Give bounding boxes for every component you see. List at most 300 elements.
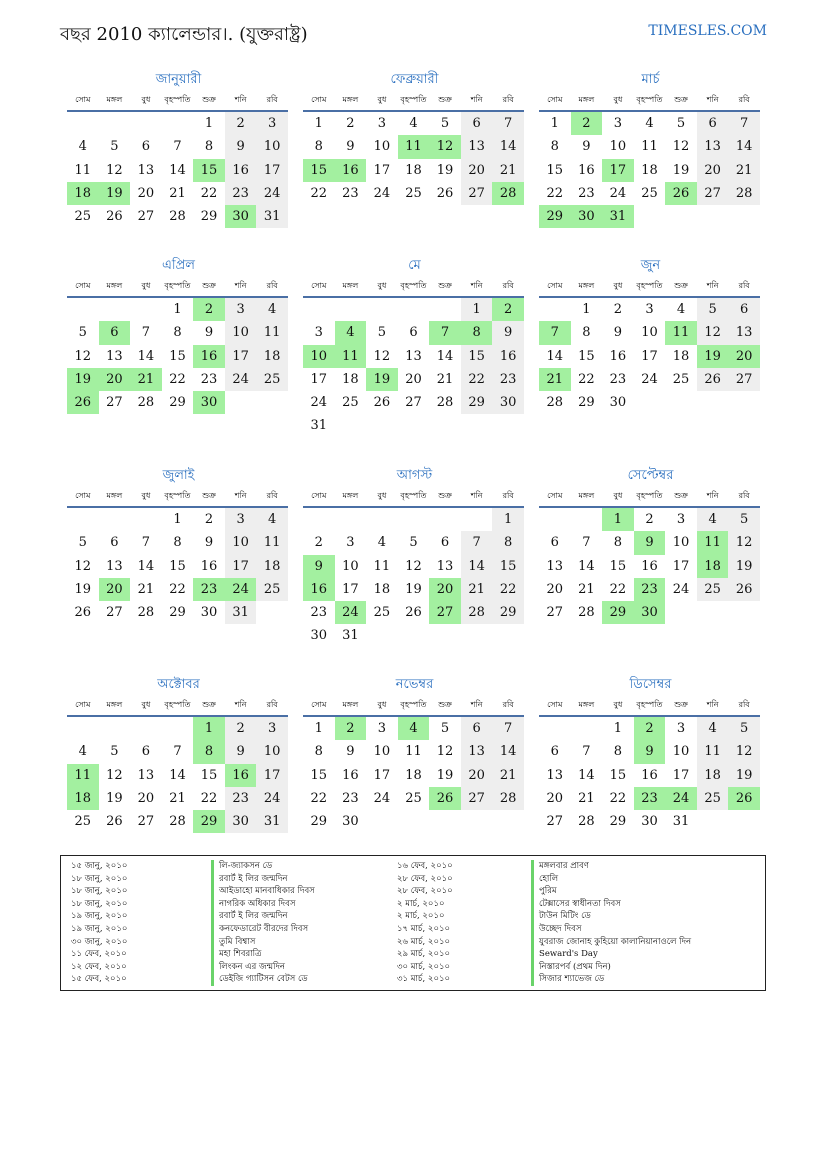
month-block bbox=[539, 466, 760, 624]
day-cell: 2 bbox=[314, 535, 323, 551]
week-row bbox=[539, 135, 760, 158]
weekday-label: মঙ্গল bbox=[578, 281, 595, 290]
day-cell: 23 bbox=[492, 368, 524, 391]
day-cell: 23 bbox=[200, 371, 218, 387]
day-cell: 14 bbox=[169, 162, 186, 178]
day-cell: 19 bbox=[67, 368, 99, 391]
weekday-label: সোম bbox=[75, 491, 91, 500]
weekday-header bbox=[539, 486, 760, 508]
month-name: মে bbox=[408, 258, 421, 273]
empty-day bbox=[67, 298, 99, 321]
day-cell: 16 bbox=[641, 558, 658, 574]
day-cell: 21 bbox=[436, 371, 454, 387]
day-cell: 29 bbox=[578, 395, 595, 411]
holiday-name: ডেইজি গ্যাটিসন বেটস ডে bbox=[211, 973, 315, 986]
day-cell: 21 bbox=[169, 185, 186, 201]
empty-day bbox=[398, 298, 430, 321]
day-cell: 3 bbox=[225, 508, 257, 531]
day-cell: 19 bbox=[405, 581, 422, 597]
weekday-header bbox=[303, 276, 524, 298]
day-cell: 2 bbox=[193, 298, 225, 321]
day-cell: 6 bbox=[409, 325, 418, 341]
holiday-date: ১৮ জানু, ২০১০ bbox=[71, 873, 128, 884]
empty-day bbox=[492, 810, 524, 833]
empty-day bbox=[162, 112, 194, 135]
day-cell: 11 bbox=[405, 744, 422, 760]
week-row bbox=[539, 601, 760, 624]
week-row bbox=[539, 810, 760, 833]
day-cell: 25 bbox=[74, 209, 92, 225]
weekday-label: শনি bbox=[470, 281, 483, 290]
day-cell: 26 bbox=[106, 209, 123, 225]
day-cell: 12 bbox=[429, 135, 461, 158]
day-cell: 22 bbox=[578, 371, 595, 387]
day-cell: 22 bbox=[609, 790, 627, 806]
day-cell: 26 bbox=[728, 787, 760, 810]
day-cell: 12 bbox=[728, 531, 760, 554]
day-cell: 19 bbox=[106, 790, 123, 806]
day-cell: 13 bbox=[137, 767, 155, 783]
day-cell: 18 bbox=[67, 787, 99, 810]
empty-day bbox=[366, 298, 398, 321]
day-cell: 30 bbox=[571, 205, 603, 228]
weekday-header bbox=[67, 695, 288, 717]
day-cell: 5 bbox=[728, 508, 760, 531]
day-cell: 6 bbox=[99, 321, 131, 344]
day-cell: 9 bbox=[303, 555, 335, 578]
day-cell: 5 bbox=[728, 717, 760, 740]
weekday-label: রবি bbox=[738, 95, 750, 104]
day-cell: 31 bbox=[256, 810, 288, 833]
day-cell: 27 bbox=[106, 395, 123, 411]
day-cell: 20 bbox=[429, 578, 461, 601]
week-row bbox=[67, 321, 288, 344]
day-cell: 13 bbox=[106, 348, 123, 364]
site-link[interactable]: TIMESLES.COM bbox=[648, 23, 767, 39]
holiday-name: তুমি বিশ্বাস bbox=[211, 936, 315, 949]
day-cell: 22 bbox=[492, 578, 524, 601]
week-row bbox=[67, 368, 288, 391]
holiday-date: ২৬ মার্চ, ২০১০ bbox=[397, 936, 451, 947]
day-cell: 4 bbox=[676, 302, 686, 317]
week-row bbox=[67, 135, 288, 158]
holiday-name: পুরিম bbox=[531, 885, 691, 898]
empty-day bbox=[697, 810, 729, 833]
weekday-label: শনি bbox=[706, 700, 719, 709]
month-name: অক্টোবর bbox=[157, 677, 200, 692]
day-cell: 7 bbox=[492, 112, 524, 135]
empty-day bbox=[697, 601, 729, 624]
empty-day bbox=[99, 298, 131, 321]
weekday-label: সোম bbox=[75, 700, 91, 709]
week-row bbox=[67, 764, 288, 787]
day-cell: 24 bbox=[256, 182, 288, 205]
day-cell: 10 bbox=[225, 531, 257, 554]
empty-day bbox=[539, 717, 571, 740]
day-cell: 4 bbox=[335, 321, 367, 344]
day-cell: 22 bbox=[609, 581, 627, 597]
empty-day bbox=[67, 112, 99, 135]
weekday-label: শনি bbox=[234, 491, 247, 500]
month-block bbox=[539, 70, 760, 228]
weekday-header bbox=[303, 486, 524, 508]
holiday-date: ১৯ জানু, ২০১০ bbox=[71, 911, 128, 922]
holiday-date: ১১ ফেব, ২০১০ bbox=[71, 949, 127, 960]
empty-day bbox=[99, 508, 131, 531]
holiday-name: কনফেডারেট বীরদের দিবস bbox=[211, 923, 315, 936]
day-cell: 28 bbox=[436, 395, 454, 411]
empty-day bbox=[539, 508, 571, 531]
day-cell: 9 bbox=[613, 325, 623, 341]
day-cell: 28 bbox=[728, 182, 760, 205]
day-cell: 9 bbox=[634, 740, 666, 763]
week-row bbox=[67, 205, 288, 228]
day-cell: 20 bbox=[99, 578, 131, 601]
weekday-label: রবি bbox=[266, 95, 278, 104]
week-row bbox=[303, 578, 524, 601]
week-row bbox=[539, 368, 760, 391]
day-cell: 28 bbox=[546, 395, 564, 411]
month-block bbox=[67, 675, 288, 833]
weekday-label: বুধ bbox=[377, 491, 387, 500]
day-cell: 1 bbox=[193, 717, 225, 740]
week-row bbox=[67, 787, 288, 810]
day-cell: 10 bbox=[256, 740, 288, 763]
day-cell: 18 bbox=[672, 348, 690, 364]
day-cell: 21 bbox=[492, 159, 524, 182]
empty-day bbox=[539, 298, 571, 321]
week-row bbox=[67, 555, 288, 578]
week-row bbox=[539, 112, 760, 135]
day-cell: 4 bbox=[377, 535, 387, 551]
day-cell: 30 bbox=[609, 395, 627, 411]
day-cell: 31 bbox=[602, 205, 634, 228]
weekday-header bbox=[539, 90, 760, 112]
holiday-date: ১৫ জানু, ২০১০ bbox=[71, 861, 128, 871]
day-cell: 29 bbox=[609, 814, 627, 830]
holiday-name: মঙ্গলবার প্রাবণ bbox=[531, 860, 691, 873]
day-cell: 10 bbox=[641, 325, 658, 341]
day-cell: 4 bbox=[78, 139, 87, 155]
day-cell: 12 bbox=[728, 740, 760, 763]
week-row bbox=[67, 531, 288, 554]
day-cell: 18 bbox=[373, 581, 391, 597]
day-cell: 7 bbox=[141, 535, 151, 551]
weekday-label: শুক্র bbox=[674, 700, 688, 709]
weekday-label: বৃহস্পতি bbox=[636, 491, 663, 500]
holiday-date: ১৮ জানু, ২০১০ bbox=[71, 898, 128, 909]
weekday-label: শুক্র bbox=[202, 281, 216, 290]
day-cell: 8 bbox=[492, 531, 524, 554]
weekday-label: শুক্র bbox=[674, 491, 688, 500]
holiday-date: ১৮ জানু, ২০১০ bbox=[71, 886, 128, 897]
month-block bbox=[303, 70, 524, 205]
day-cell: 17 bbox=[373, 767, 391, 783]
week-row bbox=[539, 717, 760, 740]
weekday-label: মঙ্গল bbox=[106, 700, 123, 709]
day-cell: 31 bbox=[225, 601, 257, 624]
day-cell: 23 bbox=[342, 185, 359, 201]
weekday-label: শনি bbox=[706, 281, 719, 290]
holiday-names-col-1 bbox=[211, 860, 315, 986]
empty-day bbox=[366, 508, 398, 531]
day-cell: 26 bbox=[405, 605, 422, 621]
day-cell: 29 bbox=[169, 605, 186, 621]
month-name: জুলাই bbox=[162, 468, 195, 483]
holiday-name: নিস্তারপর্ব (প্রথম দিন) bbox=[531, 961, 691, 974]
day-cell: 3 bbox=[346, 535, 355, 551]
weekday-label: মঙ্গল bbox=[578, 491, 595, 500]
day-cell: 8 bbox=[193, 740, 225, 763]
day-cell: 25 bbox=[405, 185, 422, 201]
week-row bbox=[303, 717, 524, 740]
day-cell: 12 bbox=[672, 139, 690, 155]
weekday-label: শনি bbox=[234, 281, 247, 290]
holiday-date: ৩০ জানু, ২০১০ bbox=[71, 936, 128, 947]
weekday-label: রবি bbox=[502, 491, 514, 500]
month-block bbox=[67, 70, 288, 228]
week-row bbox=[67, 508, 288, 531]
empty-day bbox=[634, 205, 666, 228]
empty-day bbox=[429, 624, 461, 647]
day-cell: 13 bbox=[546, 558, 564, 574]
holidays-list bbox=[60, 855, 766, 991]
day-cell: 30 bbox=[634, 601, 666, 624]
weekday-label: বৃহস্পতি bbox=[164, 95, 191, 104]
day-cell: 27 bbox=[429, 601, 461, 624]
day-cell: 16 bbox=[225, 764, 257, 787]
day-cell: 12 bbox=[106, 767, 123, 783]
week-row bbox=[539, 531, 760, 554]
week-row bbox=[303, 764, 524, 787]
day-cell: 1 bbox=[492, 508, 524, 531]
holiday-date: ২৯ মার্চ, ২০১০ bbox=[397, 949, 451, 960]
day-cell: 26 bbox=[697, 368, 729, 391]
weekday-label: বুধ bbox=[613, 491, 623, 500]
day-cell: 18 bbox=[697, 764, 729, 787]
day-cell: 29 bbox=[200, 209, 218, 225]
holiday-date: ৩০ মার্চ, ২০১০ bbox=[397, 961, 451, 972]
weekday-label: বুধ bbox=[141, 281, 151, 290]
holiday-name: হোলি bbox=[531, 873, 691, 886]
day-cell: 23 bbox=[634, 787, 666, 810]
day-cell: 15 bbox=[169, 558, 186, 574]
day-cell: 23 bbox=[578, 185, 595, 201]
day-cell: 20 bbox=[728, 345, 760, 368]
day-cell: 24 bbox=[665, 787, 697, 810]
holiday-dates-col-1 bbox=[71, 860, 127, 986]
weekday-label: শুক্র bbox=[674, 95, 688, 104]
day-cell: 30 bbox=[200, 605, 218, 621]
weekday-label: রবি bbox=[266, 700, 278, 709]
day-cell: 30 bbox=[641, 814, 658, 830]
day-cell: 28 bbox=[492, 787, 524, 810]
empty-day bbox=[571, 717, 603, 740]
day-cell: 28 bbox=[578, 605, 595, 621]
week-row bbox=[303, 531, 524, 554]
day-cell: 21 bbox=[728, 159, 760, 182]
empty-day bbox=[634, 391, 666, 414]
day-cell: 3 bbox=[377, 116, 387, 131]
day-cell: 6 bbox=[550, 744, 559, 760]
page-title: বছর 2010 ক্যালেন্ডার।. (যুক্তরাষ্ট্র) bbox=[60, 24, 308, 45]
holiday-name: লিংকন এর জন্মদিন bbox=[211, 961, 315, 974]
day-cell: 17 bbox=[310, 371, 328, 387]
day-cell: 18 bbox=[697, 555, 729, 578]
day-cell: 28 bbox=[461, 601, 493, 624]
holiday-names-col-2 bbox=[531, 860, 691, 986]
day-cell: 4 bbox=[256, 298, 288, 321]
day-cell: 7 bbox=[461, 531, 493, 554]
day-cell: 4 bbox=[398, 717, 430, 740]
weekday-label: মঙ্গল bbox=[106, 95, 123, 104]
day-cell: 17 bbox=[225, 345, 257, 368]
day-cell: 2 bbox=[613, 302, 623, 317]
weekday-label: শনি bbox=[706, 491, 719, 500]
week-row bbox=[539, 787, 760, 810]
day-cell: 25 bbox=[373, 605, 391, 621]
empty-day bbox=[429, 508, 461, 531]
week-row bbox=[67, 601, 288, 624]
weekday-label: বৃহস্পতি bbox=[164, 281, 191, 290]
day-cell: 7 bbox=[492, 717, 524, 740]
day-cell: 10 bbox=[672, 744, 690, 760]
day-cell: 16 bbox=[200, 558, 218, 574]
weekday-label: বুধ bbox=[613, 95, 623, 104]
day-cell: 13 bbox=[137, 162, 155, 178]
day-cell: 25 bbox=[697, 578, 729, 601]
day-cell: 17 bbox=[602, 159, 634, 182]
day-cell: 6 bbox=[461, 717, 493, 740]
empty-day bbox=[398, 508, 430, 531]
day-cell: 16 bbox=[335, 159, 367, 182]
weekday-label: মঙ্গল bbox=[342, 700, 359, 709]
day-cell: 4 bbox=[645, 116, 654, 131]
day-cell: 24 bbox=[335, 601, 367, 624]
month-name: ডিসেম্বর bbox=[629, 677, 672, 692]
day-cell: 15 bbox=[193, 159, 225, 182]
day-cell: 19 bbox=[366, 368, 398, 391]
day-cell: 13 bbox=[106, 558, 123, 574]
day-cell: 27 bbox=[546, 814, 564, 830]
day-cell: 8 bbox=[314, 744, 323, 760]
day-cell: 31 bbox=[672, 814, 690, 830]
day-cell: 1 bbox=[602, 508, 634, 531]
empty-day bbox=[728, 601, 760, 624]
day-cell: 15 bbox=[310, 767, 328, 783]
day-cell: 14 bbox=[137, 558, 155, 574]
day-cell: 2 bbox=[204, 512, 214, 527]
day-cell: 19 bbox=[728, 555, 760, 578]
weekday-label: বৃহস্পতি bbox=[400, 700, 427, 709]
day-cell: 14 bbox=[169, 767, 186, 783]
day-cell: 27 bbox=[405, 395, 422, 411]
week-row bbox=[67, 345, 288, 368]
weekday-label: সোম bbox=[311, 491, 327, 500]
day-cell: 26 bbox=[67, 391, 99, 414]
month-name: মার্চ bbox=[641, 72, 660, 87]
day-cell: 12 bbox=[106, 162, 123, 178]
day-cell: 11 bbox=[74, 162, 92, 178]
day-cell: 25 bbox=[74, 814, 92, 830]
week-row bbox=[67, 391, 288, 414]
week-row bbox=[67, 182, 288, 205]
day-cell: 20 bbox=[546, 581, 564, 597]
day-cell: 12 bbox=[436, 744, 454, 760]
day-cell: 1 bbox=[204, 116, 214, 131]
weekday-label: বৃহস্পতি bbox=[164, 491, 191, 500]
day-cell: 16 bbox=[342, 767, 359, 783]
weekday-label: রবি bbox=[502, 281, 514, 290]
weekday-label: সোম bbox=[311, 95, 327, 104]
day-cell: 20 bbox=[137, 790, 155, 806]
holiday-date: ২৮ ফেব, ২০১০ bbox=[397, 873, 453, 884]
day-cell: 25 bbox=[697, 787, 729, 810]
weekday-label: মঙ্গল bbox=[342, 491, 359, 500]
weekday-label: মঙ্গল bbox=[342, 95, 359, 104]
day-cell: 13 bbox=[728, 321, 760, 344]
weekday-label: শুক্র bbox=[202, 700, 216, 709]
day-cell: 28 bbox=[169, 209, 186, 225]
day-cell: 14 bbox=[492, 740, 524, 763]
day-cell: 8 bbox=[204, 139, 214, 155]
empty-day bbox=[256, 391, 288, 414]
weekday-header bbox=[539, 276, 760, 298]
day-cell: 2 bbox=[335, 717, 367, 740]
day-cell: 19 bbox=[697, 345, 729, 368]
day-cell: 28 bbox=[137, 605, 155, 621]
weekday-label: মঙ্গল bbox=[578, 700, 595, 709]
week-row bbox=[67, 112, 288, 135]
weekday-header bbox=[67, 276, 288, 298]
day-cell: 27 bbox=[728, 368, 760, 391]
day-cell: 24 bbox=[373, 185, 391, 201]
day-cell: 5 bbox=[110, 744, 119, 760]
empty-day bbox=[429, 414, 461, 437]
month-block bbox=[539, 256, 760, 414]
month-block bbox=[539, 675, 760, 833]
weekday-label: বুধ bbox=[613, 281, 623, 290]
day-cell: 3 bbox=[314, 325, 323, 341]
week-row bbox=[539, 391, 760, 414]
day-cell: 7 bbox=[582, 535, 591, 551]
week-row bbox=[303, 159, 524, 182]
empty-day bbox=[130, 112, 162, 135]
weekday-header bbox=[67, 486, 288, 508]
month-name: সেপ্টেম্বর bbox=[627, 468, 674, 483]
day-cell: 14 bbox=[461, 555, 493, 578]
day-cell: 11 bbox=[697, 740, 729, 763]
day-cell: 10 bbox=[609, 139, 627, 155]
day-cell: 19 bbox=[728, 764, 760, 787]
day-cell: 3 bbox=[256, 717, 288, 740]
week-row bbox=[539, 740, 760, 763]
empty-day bbox=[728, 205, 760, 228]
day-cell: 16 bbox=[609, 348, 627, 364]
day-cell: 1 bbox=[173, 512, 182, 527]
day-cell: 23 bbox=[609, 371, 627, 387]
day-cell: 4 bbox=[409, 116, 418, 131]
week-row bbox=[303, 555, 524, 578]
weekday-label: রবি bbox=[266, 281, 278, 290]
empty-day bbox=[130, 717, 162, 740]
day-cell: 24 bbox=[256, 787, 288, 810]
day-cell: 30 bbox=[193, 391, 225, 414]
month-block bbox=[67, 256, 288, 414]
week-row bbox=[539, 159, 760, 182]
holiday-date: ১২ ফেব, ২০১০ bbox=[71, 961, 127, 972]
day-cell: 7 bbox=[728, 112, 760, 135]
